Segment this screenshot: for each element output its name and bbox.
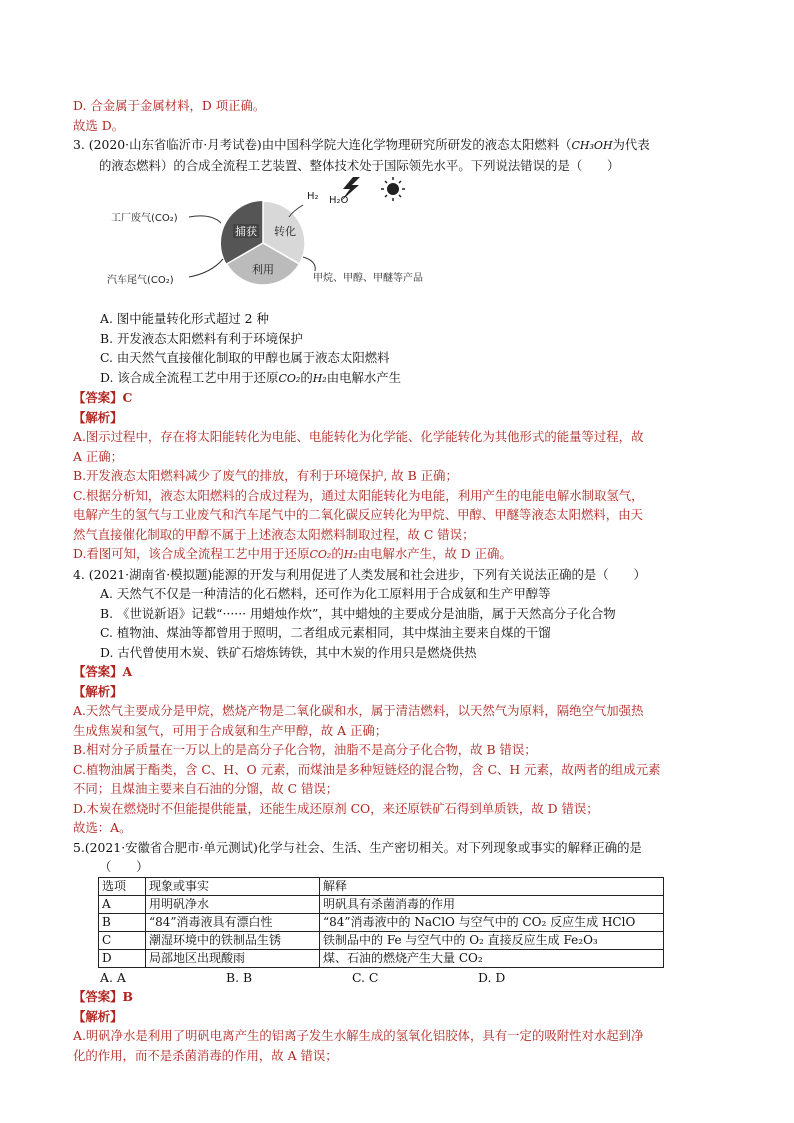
option-text: D. 该合成全流程工艺中用于还原 xyxy=(100,369,279,385)
explanation-text: 的 xyxy=(331,546,344,561)
text-line: D. 合金属于金属材料，D 项正确。 xyxy=(73,98,266,113)
pie-label-capture: 捕获 xyxy=(235,225,257,238)
document-content xyxy=(73,96,725,1065)
option-text: 由电解水产生 xyxy=(326,369,402,385)
table-cell: 潮湿环境中的铁制品生锈 xyxy=(146,931,320,949)
q5-choice-a: A. A xyxy=(100,969,126,985)
q5-explanation: A.明矾净水是利用了明矾电离产生的铝离子发生水解生成的氢氧化铝胶体，具有一定的吸附性对水起到净 xyxy=(73,1028,644,1043)
q3-explanation: A 正确； xyxy=(73,448,124,464)
q5-stem-line2: （ ） xyxy=(99,859,149,874)
q3-explanation: C.根据分析知，液态太阳燃料的合成过程为，通过太阳能转化为电能，利用产生的电能电解水制取氢气， xyxy=(73,487,644,503)
formula: CH₃OH xyxy=(571,139,613,152)
q3-explanation: 电解产生的氢气与工业废气和汽车尾气中的二氧化碳反应转化为甲烷、甲醇、甲醚等液态太阳燃料，由天 xyxy=(73,507,643,522)
formula: H₂ xyxy=(343,548,358,561)
arrow-factory xyxy=(189,216,221,223)
formula: H₂ xyxy=(312,371,327,385)
table-header-cell: 选项 xyxy=(99,877,146,895)
q4-explanation: B.相对分子质量在一万以上的是高分子化合物，油脂不是高分子化合物，故 B 错误； xyxy=(73,742,537,757)
table-cell: “84”消毒液具有漂白性 xyxy=(146,913,320,931)
q3-answer: 【答案】C xyxy=(73,390,133,405)
table-cell: 煤、石油的燃烧产生大量 CO₂ xyxy=(320,949,664,967)
table-cell: B xyxy=(99,913,146,931)
table-cell: 局部地区出现酸雨 xyxy=(146,949,320,967)
q4-option-d: D. 古代曾使用木炭、铁矿石熔炼铸铁，其中木炭的作用只是燃烧供热 xyxy=(100,644,477,660)
q3-explanation: A.图示过程中，存在将太阳能转化为电能、电能转化为化学能、化学能转化为其他形式的能量等过程，故 xyxy=(73,429,644,444)
q4-explanation: D.木炭在燃烧时不但能提供能量，还能生成还原剂 CO，来还原铁矿石得到单质铁，故 D 错误； xyxy=(73,800,599,816)
q5-choice-c: C. C xyxy=(352,969,379,985)
table-header-cell: 解释 xyxy=(320,877,664,895)
q3-process-figure xyxy=(73,177,725,307)
label-factory-gas: 工厂废气(CO₂) xyxy=(111,213,178,224)
q3-option-d xyxy=(73,368,725,389)
q4-analysis-heading: 【解析】 xyxy=(73,683,123,699)
table-cell: “84”消毒液中的 NaClO 与空气中的 CO₂ 反应生成 HClO xyxy=(320,913,664,931)
label-h2o: H₂O xyxy=(329,195,349,206)
table-cell: 明矾具有杀菌消毒的作用 xyxy=(320,895,664,913)
q5-choice-d: D. D xyxy=(478,969,506,985)
lightning-icon xyxy=(341,177,360,201)
formula: CO₂ xyxy=(278,371,301,385)
label-car-exhaust: 汽车尾气(CO₂) xyxy=(107,275,174,286)
q4-explanation: 不同；且煤油主要来自石油的分馏，故 C 错误； xyxy=(73,781,339,796)
table-cell: 用明矾净水 xyxy=(146,895,320,913)
process-diagram-svg xyxy=(103,177,523,307)
q5-table xyxy=(98,877,664,968)
table-cell: C xyxy=(99,931,146,949)
formula: CO₂ xyxy=(309,548,332,561)
q3-option-c: C. 由天然气直接催化制取的甲醇也属于液态太阳燃料 xyxy=(100,350,390,365)
table-cell: D xyxy=(99,949,146,967)
explanation-text: D.看图可知，该合成全流程工艺中用于还原 xyxy=(73,546,310,561)
label-products: 甲烷、甲醇、甲醚等产品 xyxy=(313,273,423,284)
q3-stem-text: 3. (2020·山东省临沂市·月考试卷)由中国科学院大连化学物理研究所研发的液态太阳燃料（ xyxy=(73,137,572,152)
sun-icon xyxy=(381,177,405,201)
q4-stem: 4. (2021·湖南省·模拟题)能源的开发与利用促进了人类发展和社会进步，下列有关说法正确的是（ ） xyxy=(73,566,646,582)
label-h2: H₂ xyxy=(307,191,319,202)
q3-explanation: B.开发液态太阳燃料减少了废气的排放，有利于环境保护, 故 B 正确； xyxy=(73,468,458,483)
text-line: 故选 D。 xyxy=(73,117,125,133)
q3-option-a: A. 图中能量转化形式超过 2 种 xyxy=(100,311,269,326)
arrow-products xyxy=(303,257,315,271)
q5-analysis-heading: 【解析】 xyxy=(73,1008,123,1024)
q5-answer: 【答案】B xyxy=(73,989,134,1004)
explanation-text: 由电解水产生，故 D 正确。 xyxy=(357,546,512,561)
q4-answer: 【答案】A xyxy=(73,664,133,679)
q4-explanation: C.植物油属于酯类，含 C、H、O 元素，而煤油是多种短链烃的混合物，含 C、H 元素，故两者的组成元素 xyxy=(73,761,661,777)
option-text: 的 xyxy=(300,369,313,385)
table-row xyxy=(99,895,664,913)
q3-explanation: 然气直接催化制取的甲醇不属于上述液态太阳燃料制取过程，故 C 错误； xyxy=(73,526,475,542)
arrow-car xyxy=(189,259,223,277)
table-cell: 铁制品中的 Fe 与空气中的 O₂ 直接反应生成 Fe₂O₃ xyxy=(320,931,664,949)
q4-explanation: 故选：A。 xyxy=(73,820,132,835)
q5-stem-line1: 5.(2021·安徽省合肥市·单元测试)化学与社会、生活、生产密切相关。对下列现象或事实的解释正确的是 xyxy=(73,839,642,855)
q4-explanation: 生成焦炭和氢气，可用于合成氨和生产甲醇，故 A 正确； xyxy=(73,722,388,738)
q3-analysis-heading: 【解析】 xyxy=(73,409,123,425)
q4-option-b: B. 《世说新语》记载“······ 用蜡烛作炊”，其中蜡烛的主要成分是油脂，属于天然高分子化合物 xyxy=(100,605,616,621)
q5-choices xyxy=(73,968,725,988)
q5-explanation: 化的作用，而不是杀菌消毒的作用，故 A 错误； xyxy=(73,1047,338,1063)
q3-option-b: B. 开发液态太阳燃料有利于环境保护 xyxy=(100,330,303,346)
q3-stem-text: 为代表 xyxy=(612,137,650,152)
table-header-cell: 现象或事实 xyxy=(146,877,320,895)
q3-explanation xyxy=(73,544,725,565)
table-row xyxy=(99,949,664,967)
q3-stem-line2: 的液态燃料）的合成全流程工艺装置、整体技术处于国际领先水平。下列说法错误的是（ ） xyxy=(99,157,620,173)
q4-explanation: A.天然气主要成分是甲烷，燃烧产物是二氧化碳和水，属于清洁燃料，以天然气为原料，隔绝空气加强热 xyxy=(73,703,644,718)
table-row xyxy=(99,913,664,931)
q4-option-c: C. 植物油、煤油等都曾用于照明，二者组成元素相同，其中煤油主要来自煤的干馏 xyxy=(100,625,551,640)
table-cell: A xyxy=(99,895,146,913)
q5-choice-b: B. B xyxy=(226,969,253,985)
q3-stem-line1 xyxy=(73,135,725,156)
table-row xyxy=(99,931,664,949)
pie-label-convert: 转化 xyxy=(274,225,296,238)
q4-option-a: A. 天然气不仅是一种清洁的化石燃料，还可作为化工原料用于合成氨和生产甲醇等 xyxy=(100,586,551,601)
pie-label-use: 利用 xyxy=(252,263,274,276)
table-header-row xyxy=(99,877,664,895)
